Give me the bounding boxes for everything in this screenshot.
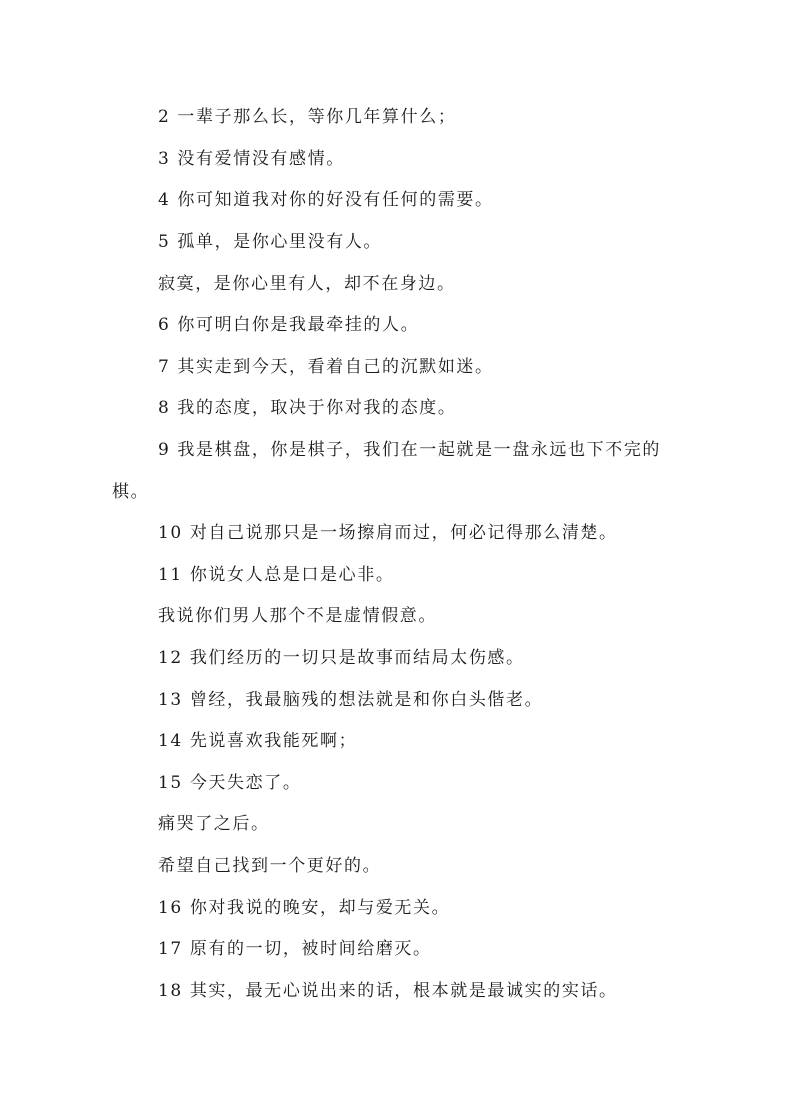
text-line: 12 我们经历的一切只是故事而结局太伤感。 [158,648,525,668]
text-line: 13 曾经，我最脑残的想法就是和你白头偕老。 [158,690,544,710]
text-line: 2 一辈子那么长，等你几年算什么； [158,107,457,127]
text-line: 14 先说喜欢我能死啊； [158,731,358,751]
text-line: 11 你说女人总是口是心非。 [158,565,395,585]
text-line: 7 其实走到今天，看着自己的沉默如迷。 [158,357,494,377]
text-line: 寂寞，是你心里有人，却不在身边。 [158,274,456,294]
text-line: 10 对自己说那只是一场擦肩而过，何必记得那么清楚。 [158,523,618,543]
text-line: 痛哭了之后。 [158,814,270,834]
text-line: 5 孤单，是你心里没有人。 [158,232,383,252]
text-line: 3 没有爱情没有感情。 [158,149,345,169]
text-line: 15 今天失恋了。 [158,773,302,793]
text-line: 9 我是棋盘，你是棋子，我们在一起就是一盘永远也下不完的 [158,440,662,460]
text-line: 17 原有的一切，被时间给磨灭。 [158,939,432,959]
text-line: 我说你们男人那个不是虚情假意。 [158,606,437,626]
text-line: 16 你对我说的晚安，却与爱无关。 [158,898,451,918]
text-line: 18 其实，最无心说出来的话，根本就是最诚实的实话。 [158,981,618,1001]
text-line: 6 你可明白你是我最牵挂的人。 [158,315,420,335]
text-line: 4 你可知道我对你的好没有任何的需要。 [158,190,494,210]
text-line-continuation: 棋。 [112,482,150,502]
text-line: 希望自己找到一个更好的。 [158,856,382,876]
text-line: 8 我的态度，取决于你对我的态度。 [158,398,457,418]
